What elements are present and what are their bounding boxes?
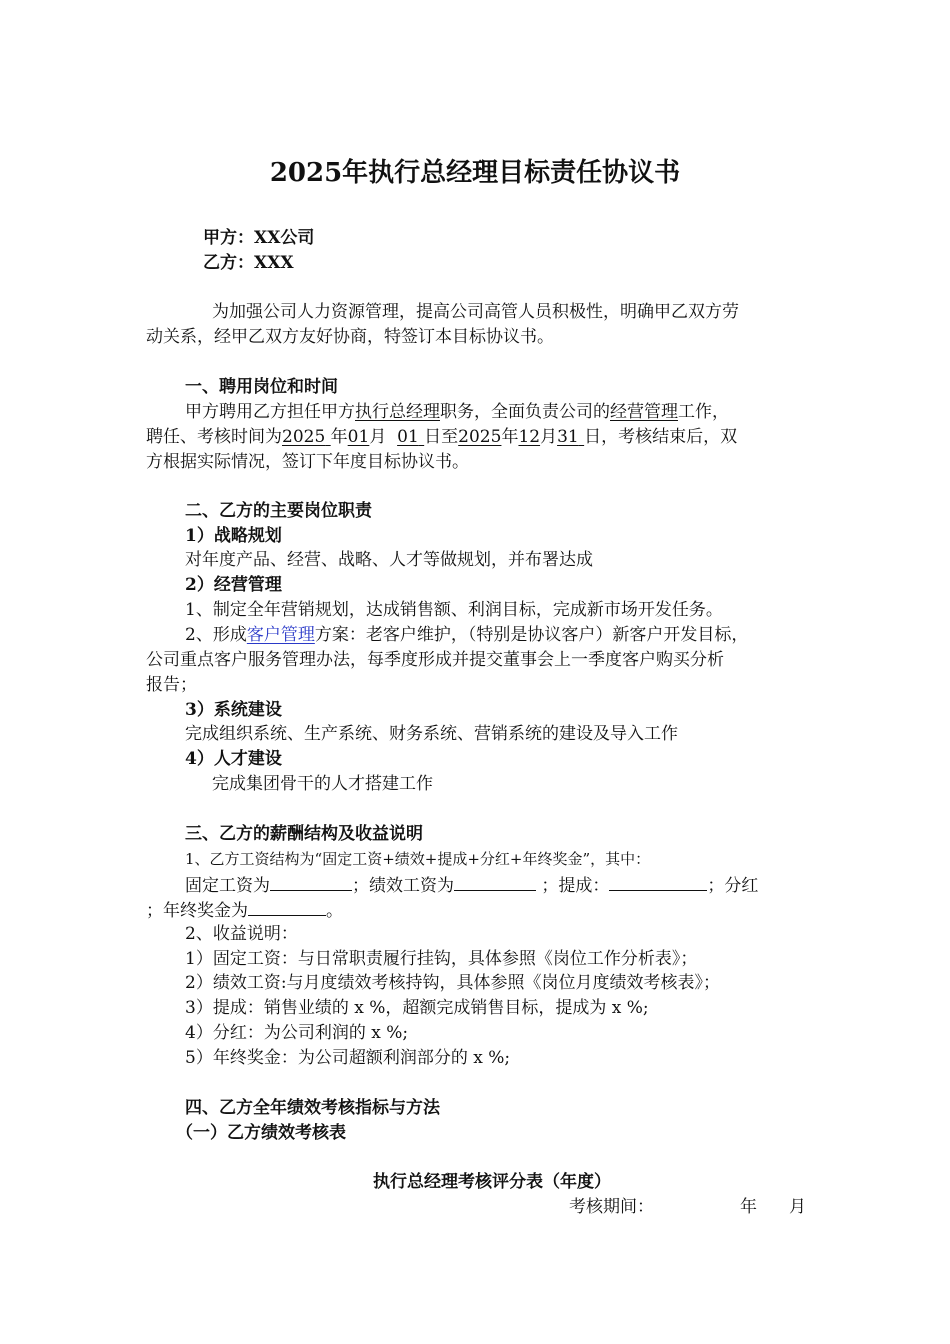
duty-3-heading: 3）系统建设 <box>185 700 282 720</box>
salary-structure: 1、乙方工资结构为“固定工资+绩效+提成+分红+年终奖金”，其中： <box>185 850 651 868</box>
evaluation-table-title: 执行总经理考核评分表（年度） <box>373 1172 611 1192</box>
income-note-5: 5）年终奖金：为公司超额利润部分的 x %; <box>185 1048 511 1068</box>
section-2-heading: 二、乙方的主要岗位职责 <box>185 501 372 521</box>
s1-text-b: 职务，全面负责公司的 <box>440 402 610 422</box>
section-4-heading: 四、乙方全年绩效考核指标与方法 <box>185 1098 440 1118</box>
s1-text-c: 工作， <box>678 402 729 422</box>
start-month: 01 <box>347 427 370 447</box>
income-note-1: 1）固定工资：与日常职责履行挂钩，具体参照《岗位工作分析表》； <box>185 949 698 969</box>
d2i2-rest: 方案：老客户维护，（特别是协议客户）新客户开发目标， <box>314 625 749 645</box>
commission-label: ；提成： <box>541 876 610 896</box>
salary-fields-line-1 <box>185 872 758 898</box>
commission-blank[interactable] <box>609 872 707 891</box>
evaluation-year-label: 年 <box>740 1197 757 1217</box>
intro-line-2: 动关系，经甲乙双方友好协商，特签订本目标协议书。 <box>146 327 554 347</box>
d2i2-prefix: 2、形成 <box>185 625 247 645</box>
duty-2-item-2-line-3: 报告； <box>146 675 197 695</box>
start-day <box>397 427 424 447</box>
duty-1-heading: 1）战略规划 <box>185 526 282 546</box>
perf-salary-label: ；绩效工资为 <box>352 876 454 896</box>
income-note-3: 3）提成：销售业绩的 x %，超额完成销售目标，提成为 x %; <box>185 998 649 1018</box>
end-year: 2025 <box>458 427 502 447</box>
end-month: 12 <box>518 427 541 447</box>
section-1-line-3: 方根据实际情况，签订下年度目标协议书。 <box>146 452 469 472</box>
dividend-label: ；分红 <box>707 876 759 896</box>
to-text: 日至 <box>424 427 459 447</box>
bonus-end: 。 <box>326 901 343 921</box>
perf-salary-blank[interactable] <box>454 872 536 891</box>
duty-2-item-2-line-1 <box>185 623 748 647</box>
income-notes-heading: 2、收益说明： <box>185 924 298 944</box>
evaluation-period-label: 考核期间： <box>569 1197 654 1217</box>
income-note-4: 4）分红：为公司利润的 x %; <box>185 1023 409 1043</box>
start-year <box>282 427 331 447</box>
duty-2-item-2-line-2: 公司重点客户服务管理办法，每季度形成并提交董事会上一季度客户购买分析 <box>146 650 724 670</box>
intro-line-1: 为加强公司人力资源管理，提高公司高管人员积极性，明确甲乙双方劳 <box>212 302 739 322</box>
duty-4-text: 完成集团骨干的人才搭建工作 <box>212 774 433 794</box>
duty-2-heading: 2）经营管理 <box>185 575 282 595</box>
party-a: 甲方：XX公司 <box>203 228 315 248</box>
year-char-2: 年 <box>501 427 519 447</box>
section-1-line-2 <box>146 425 737 449</box>
customer-management-link[interactable]: 客户管理 <box>246 625 315 645</box>
position-title: 执行总经理 <box>355 402 440 422</box>
duty-2-item-1: 1、制定全年营销规划，达成销售额、利润目标，完成新市场开发任务。 <box>185 600 723 620</box>
end-day <box>557 427 584 447</box>
start-year-value: 2025 <box>282 427 326 447</box>
month-char-1: 月 <box>369 427 387 447</box>
s1-term-label: 聘任、考核时间为 <box>146 427 282 447</box>
income-note-2: 2）绩效工资:与月度绩效考核持钩，具体参照《岗位月度绩效考核表》； <box>185 973 721 993</box>
s1-term-end: 日，考核结束后，双 <box>584 427 738 447</box>
bonus-label: ；年终奖金为 <box>146 901 248 921</box>
bonus-blank[interactable] <box>248 897 326 916</box>
fixed-salary-blank[interactable] <box>270 872 352 891</box>
section-1-heading: 一、聘用岗位和时间 <box>185 377 338 397</box>
duty-4-heading: 4）人才建设 <box>185 749 282 769</box>
document-title: 2025年执行总经理目标责任协议书 <box>269 158 681 188</box>
evaluation-month-label: 月 <box>789 1197 806 1217</box>
salary-fields-line-2 <box>146 897 343 923</box>
party-b: 乙方：XXX <box>203 253 294 273</box>
fixed-salary-label: 固定工资为 <box>185 876 270 896</box>
month-char-2: 月 <box>540 427 558 447</box>
section-3-heading: 三、乙方的薪酬结构及收益说明 <box>185 824 423 844</box>
start-day-value: 01 <box>397 427 419 447</box>
section-4-sub-heading: （一）乙方绩效考核表 <box>176 1123 346 1143</box>
duty-1-text: 对年度产品、经营、战略、人才等做规划，并布署达成 <box>185 550 593 570</box>
operations-management: 经营管理 <box>610 402 678 422</box>
duty-3-text: 完成组织系统、生产系统、财务系统、营销系统的建设及导入工作 <box>185 724 678 744</box>
section-1-line-1 <box>185 400 729 424</box>
end-day-value: 31 <box>557 427 579 447</box>
s1-text-a: 甲方聘用乙方担任甲方 <box>185 402 355 422</box>
year-char-1: 年 <box>330 427 348 447</box>
